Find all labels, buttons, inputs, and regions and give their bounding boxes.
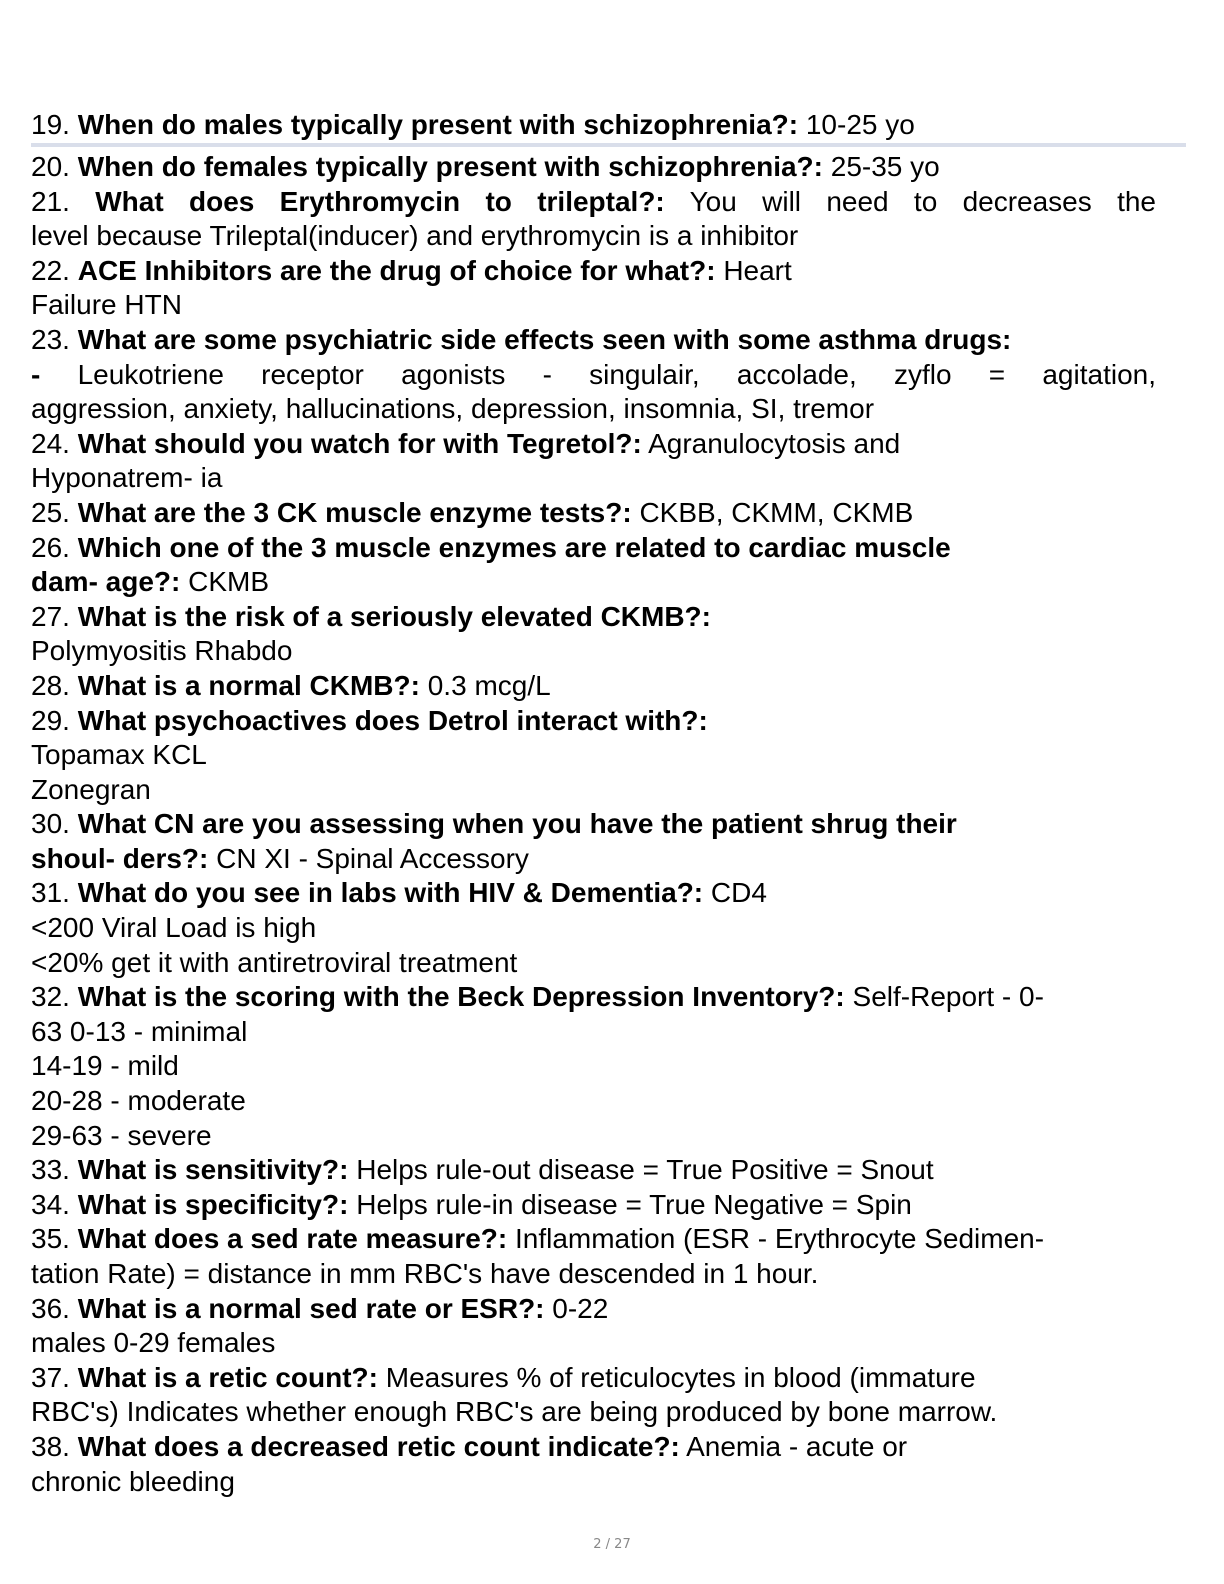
answer: Self-Report - 0-	[852, 981, 1044, 1013]
item-31: 31. What do you see in labs with HIV & Dementia?: CD4	[31, 877, 767, 909]
item-21: 21. What does Erythromycin to trileptal?: You will need to decreases the	[31, 185, 1156, 217]
question: When do males typically present with schizophrenia?:	[77, 109, 799, 140]
item-25: 25. What are the 3 CK muscle enzyme tests?: CKBB, CKMM, CKMB	[31, 496, 914, 528]
item-23-answer-line	[31, 358, 1156, 393]
question: What CN are you assessing when you have the patient shrug their	[77, 808, 957, 840]
answer: CKBB, CKMM, CKMB	[639, 496, 914, 528]
item-27: 27. What is the risk of a seriously elevated CKMB?:	[31, 600, 711, 632]
item-24: 24. What should you watch for with Tegretol?: Agranulocytosis and	[31, 427, 901, 459]
continuation-line: <200 Viral Load is high	[31, 912, 317, 944]
continuation-line: tation Rate) = distance in mm RBC's have descended in 1 hour.	[31, 1258, 819, 1289]
question: What should you watch for with Tegretol?:	[77, 427, 642, 459]
question: Which one of the 3 muscle enzymes are related to cardiac muscle	[77, 531, 951, 563]
continuation-line: 29-63 - severe	[31, 1119, 212, 1151]
question: What is the risk of a seriously elevated CKMB?:	[77, 600, 711, 632]
question: ACE Inhibitors are the drug of choice for what?:	[77, 254, 716, 286]
item-35: 35. What does a sed rate measure?: Inflammation (ESR - Erythrocyte Sedimen-	[31, 1223, 1045, 1255]
question: What does a decreased retic count indicate?:	[77, 1430, 680, 1462]
question: What is a normal CKMB?:	[77, 669, 420, 701]
item-26: 26. Which one of the 3 muscle enzymes are related to cardiac muscle	[31, 531, 951, 563]
continuation-line: Zonegran	[31, 773, 151, 805]
item-32: 32. What is the scoring with the Beck Depression Inventory?: Self-Report - 0-	[31, 981, 1044, 1013]
answer: You will need to decreases the	[689, 185, 1156, 217]
answer: 0.3 mcg/L	[427, 669, 551, 701]
answer: Helps rule-out disease = True Positive = Snout	[356, 1154, 934, 1186]
document-body	[31, 108, 1156, 1499]
answer: Measures % of reticulocytes in blood (immature	[385, 1361, 976, 1393]
item-19: 19. When do males typically present with schizophrenia?: 10-25 yo	[31, 109, 915, 140]
continuation-line: 63 0-13 - minimal	[31, 1015, 248, 1047]
question: What is a retic count?:	[77, 1361, 378, 1393]
item-38: 38. What does a decreased retic count indicate?: Anemia - acute or	[31, 1430, 908, 1462]
item-30-continuation	[31, 842, 1156, 877]
continuation-line: Hyponatrem- ia	[31, 462, 223, 494]
question: What is sensitivity?:	[77, 1154, 349, 1186]
continuation-line: <20% get it with antiretroviral treatment	[31, 946, 518, 978]
answer: 10-25 yo	[805, 109, 915, 140]
item-29: 29. What psychoactives does Detrol interact with?:	[31, 704, 708, 736]
question: What is a normal sed rate or ESR?:	[77, 1292, 545, 1324]
question: dam- age?:	[31, 566, 181, 598]
answer: Inflammation (ESR - Erythrocyte Sedimen-	[514, 1223, 1045, 1255]
question: What do you see in labs with HIV & Dementia?:	[77, 877, 704, 909]
continuation-line: chronic bleeding	[31, 1465, 235, 1497]
question: What is specificity?:	[77, 1188, 349, 1220]
item-23: 23. What are some psychiatric side effects seen with some asthma drugs:	[31, 323, 1012, 355]
item-28: 28. What is a normal CKMB?: 0.3 mcg/L	[31, 669, 551, 701]
item-34: 34. What is specificity?: Helps rule-in disease = True Negative = Spin	[31, 1188, 912, 1220]
continuation-line: Failure HTN	[31, 289, 182, 321]
continuation-line: Polymyositis Rhabdo	[31, 635, 293, 667]
question: What is the scoring with the Beck Depression Inventory?:	[77, 981, 845, 1013]
answer: Agranulocytosis and	[648, 427, 901, 459]
question: What psychoactives does Detrol interact with?:	[77, 704, 708, 736]
answer: 25-35 yo	[830, 151, 940, 182]
continuation-line: aggression, anxiety, hallucinations, depression, insomnia, SI, tremor	[31, 393, 875, 425]
continuation-line: level because Trileptal(inducer) and erythromycin is a inhibitor	[31, 220, 799, 252]
question: shoul- ders?:	[31, 842, 209, 874]
question: When do females typically present with schizophrenia?:	[77, 151, 823, 182]
item-26-continuation	[31, 565, 1156, 600]
item-20: 20. When do females typically present with schizophrenia?: 25-35 yo	[31, 151, 940, 182]
continuation-line: males 0-29 females	[31, 1327, 276, 1359]
item-37: 37. What is a retic count?: Measures % of reticulocytes in blood (immature	[31, 1361, 976, 1393]
answer-dash: -	[31, 358, 41, 390]
question: What are the 3 CK muscle enzyme tests?:	[77, 496, 632, 528]
question: What does Erythromycin to trileptal?:	[95, 185, 665, 217]
answer: Heart	[723, 254, 792, 286]
answer: Helps rule-in disease = True Negative = Spin	[356, 1188, 912, 1220]
item-22: 22. ACE Inhibitors are the drug of choice for what?: Heart	[31, 254, 792, 286]
answer: Leukotriene receptor agonists - singulair, accolade, zyflo = agitation,	[77, 358, 1156, 390]
answer: 0-22	[552, 1292, 609, 1324]
item-33: 33. What is sensitivity?: Helps rule-out disease = True Positive = Snout	[31, 1154, 934, 1186]
continuation-line: RBC's) Indicates whether enough RBC's are being produced by bone marrow.	[31, 1396, 998, 1428]
answer: Anemia - acute or	[686, 1430, 908, 1462]
page-number: 2 / 27	[593, 1537, 631, 1552]
continuation-line: 20-28 - moderate	[31, 1085, 246, 1117]
answer: CN XI - Spinal Accessory	[216, 842, 529, 874]
question: What are some psychiatric side effects seen with some asthma drugs:	[77, 323, 1012, 355]
continuation-line: 14-19 - mild	[31, 1050, 179, 1082]
continuation-line: Topamax KCL	[31, 739, 207, 771]
item-30: 30. What CN are you assessing when you have the patient shrug their	[31, 808, 957, 840]
item-36: 36. What is a normal sed rate or ESR?: 0-22	[31, 1292, 609, 1324]
answer: CD4	[710, 877, 767, 909]
question: What does a sed rate measure?:	[77, 1223, 508, 1255]
answer: CKMB	[188, 566, 270, 598]
